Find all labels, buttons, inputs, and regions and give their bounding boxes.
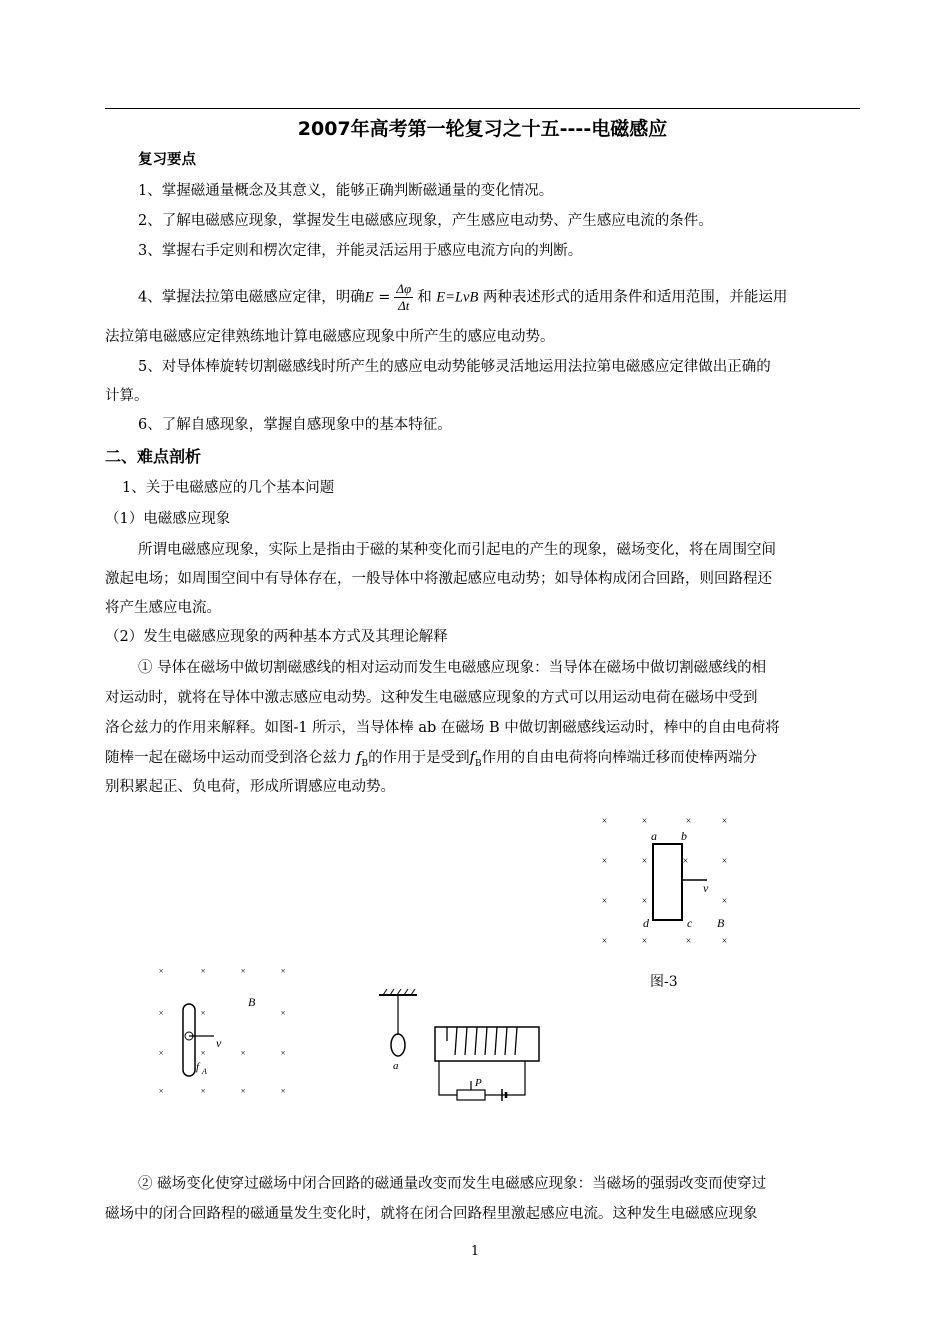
fig3-label-a: a [651,829,657,843]
svg-text:×: × [685,936,692,947]
section-2-heading: 二、难点剖析 [105,447,202,466]
svg-text:×: × [721,936,728,947]
para2-line-3: 洛仑兹力的作用来解释。如图-1 所示，当导体棒 ab 在磁场 B 中做切割磁感线运动时，棒中的自由电荷将 [105,720,780,736]
force-symbol-2: f [469,750,475,766]
fig3-label-c: c [687,916,693,930]
para1-line-3: 将产生感应电流。 [105,600,221,616]
svg-text:×: × [280,1008,287,1018]
svg-text:×: × [682,856,689,867]
fraction-denominator: Δt [398,298,410,313]
point-4-and: 和 [417,289,432,306]
svg-text:×: × [158,1008,165,1018]
fig3-label-d: d [643,916,649,930]
svg-text:×: × [280,966,287,976]
para2-line-4-c: 作用的自由电荷将向棒端迁移而使棒两端分 [481,750,758,766]
fraction-numerator: Δφ [396,281,412,296]
point-5-line-1: 5、对导体棒旋转切割磁感线时所产生的感应电动势能够灵活地运用法拉第电磁感应定律做出正确的 [138,359,771,375]
fig1-label-B: B [248,995,256,1009]
point-4-line-1 [138,281,787,314]
figure-2 [375,985,545,1105]
svg-text:×: × [158,1048,165,1058]
fig3-label-v: v [703,881,709,895]
fig2-label-a: a [393,1060,399,1072]
subsection-1-1: （1）电磁感应现象 [105,511,231,527]
point-4-line-2: 法拉第电磁感应定律熟练地计算电磁感应现象中所产生的感应电动势。 [105,329,555,345]
force-subscript-2: B [474,758,482,769]
subsection-1: 1、关于电磁感应的几个基本问题 [122,480,335,496]
svg-text:×: × [200,966,207,976]
figure-3 [595,810,740,955]
point-5-line-2: 计算。 [105,388,149,404]
svg-text:×: × [200,1086,207,1096]
para1-line-1: 所谓电磁感应现象，实际上是指由于磁的某种变化而引起电的产生的现象，磁场变化，将在周围空间 [138,542,776,558]
para2-line-1: ① 导体在磁场中做切割磁感线的相对运动而发生电磁感应现象：当导体在磁场中做切割磁感线的相 [138,660,767,676]
svg-text:×: × [158,966,165,976]
svg-text:×: × [641,816,648,827]
figure-1 [150,962,300,1102]
para2-line-2: 对运动时，就将在导体中激志感应电动势。这种发生电磁感应现象的方式可以用运动电荷在磁场中受到 [105,690,758,706]
fig1-label-f-sub: A [202,1067,207,1076]
page-title: 2007年高考第一轮复习之十五----电磁感应 [297,118,668,140]
svg-text:×: × [641,936,648,947]
svg-text:×: × [721,896,728,907]
svg-text:×: × [158,1086,165,1096]
svg-text:×: × [240,966,247,976]
svg-text:×: × [240,1086,247,1096]
svg-text:×: × [641,896,648,907]
para2-line-5: 别积累起正、负电荷，形成所谓感应电动势。 [105,779,395,795]
page-number: 1 [470,1244,480,1259]
formula-elvb: E=LvB [436,289,479,306]
svg-text:×: × [601,936,608,947]
svg-text:×: × [200,1008,207,1018]
force-subscript: B [361,758,369,769]
svg-text:×: × [721,856,728,867]
header-rule [105,108,860,109]
formula-equals: = [378,289,391,306]
fig1-label-v: v [216,1036,222,1050]
para3-line-1: ② 磁场变化使穿过磁场中闭合回路的磁通量改变而发生电磁感应现象：当磁场的强弱改变而使穿过 [138,1176,767,1192]
review-heading: 复习要点 [138,152,196,168]
para2-line-4-b: 的作用于是受到 [368,750,470,766]
svg-text:×: × [601,856,608,867]
svg-text:×: × [685,816,692,827]
svg-text:×: × [601,896,608,907]
svg-text:×: × [280,1086,287,1096]
svg-text:×: × [200,1048,207,1058]
subsection-1-2: （2）发生电磁感应现象的两种基本方式及其理论解释 [105,629,448,645]
point-6: 6、了解自感现象，掌握自感现象中的基本特征。 [138,417,452,433]
svg-text:×: × [601,816,608,827]
para2-line-4-a: 随棒一起在磁场中运动而受到洛仑兹力 [105,750,352,766]
figure-3-caption: 图-3 [650,974,678,990]
svg-text:×: × [240,1048,247,1058]
fig1-label-f: f [196,1061,200,1073]
figure-3-diagram [595,810,740,955]
point-2: 2、了解电磁感应现象，掌握发生电磁感应现象，产生感应电动势、产生感应电流的条件。 [138,213,713,229]
para1-line-2: 激起电场；如周围空间中有导体存在，一般导体中将激起感应电动势；如导体构成闭合回路，则回路程还 [105,571,772,587]
fig3-label-B: B [717,916,725,930]
para3-line-2: 磁场中的闭合回路程的磁通量发生变化时，就将在闭合回路程里激起感应电流。这种发生电磁感应现象 [105,1206,758,1222]
svg-text:×: × [641,856,648,867]
point-3: 3、掌握右手定则和楞次定律，并能灵活运用于感应电流方向的判断。 [138,243,583,259]
figure-2-diagram [375,985,545,1105]
figure-1-diagram [150,962,300,1102]
svg-text:×: × [721,816,728,827]
point-4-prefix: 4、掌握法拉第电磁感应定律，明确 [138,289,365,306]
point-4-suffix: 两种表述形式的适用条件和适用范围，并能运用 [482,289,788,306]
fig3-label-b: b [681,829,687,843]
point-1: 1、掌握磁通量概念及其意义，能够正确判断磁通量的变化情况。 [138,183,554,199]
formula-fraction [394,281,413,314]
formula-e: E [364,289,374,306]
fig2-label-p: P [475,1077,482,1089]
svg-text:×: × [280,1048,287,1058]
force-symbol: f [356,750,362,766]
